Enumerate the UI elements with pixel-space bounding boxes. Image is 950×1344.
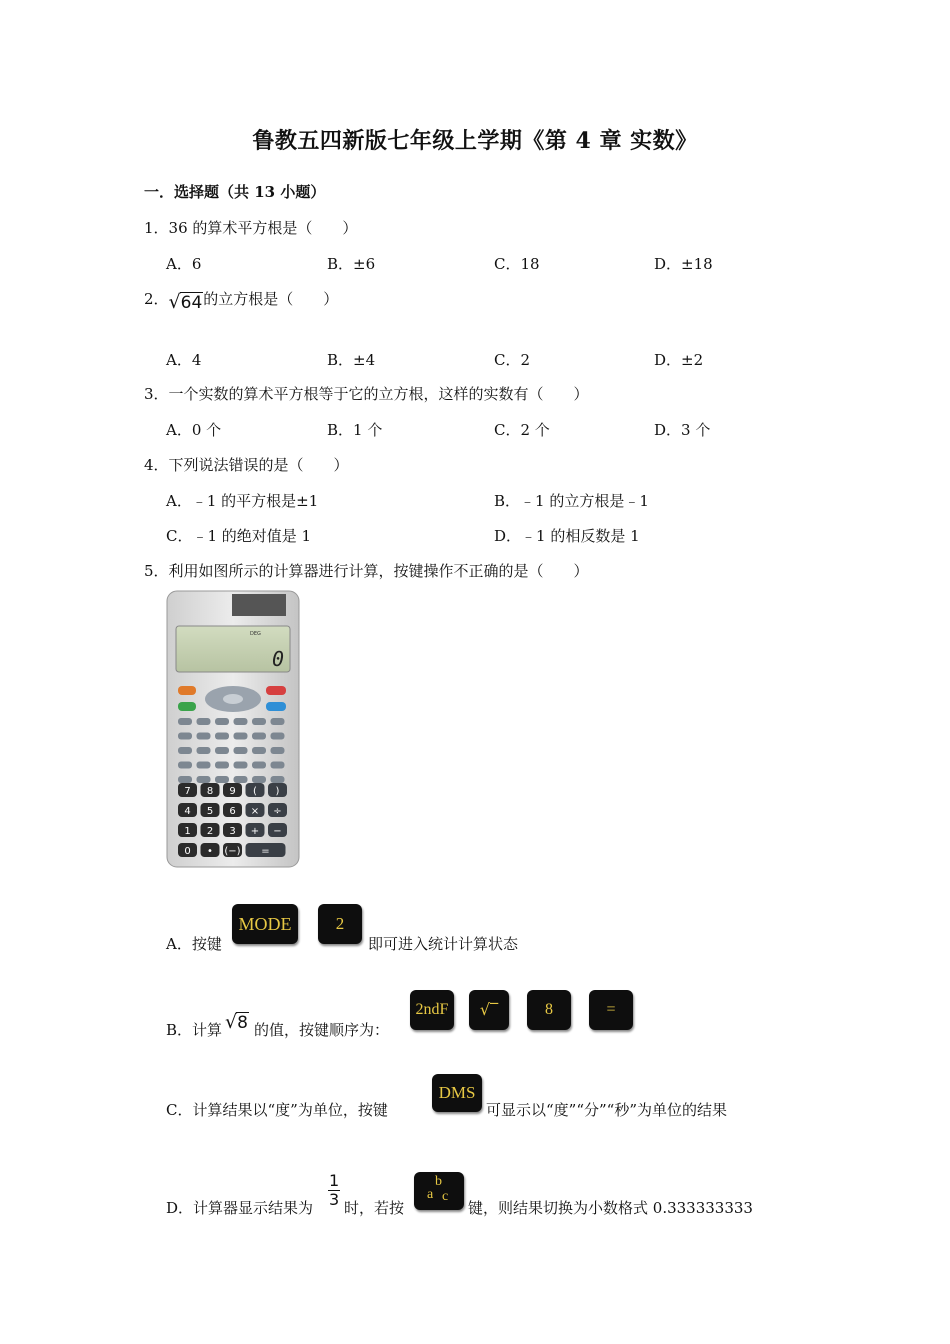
q4-option-b: B．﹣1 的立方根是﹣1 bbox=[494, 492, 649, 510]
calculator-key bbox=[223, 783, 242, 797]
q5-c-suffix: 可显示以“度”“分”“秒”为单位的结果 bbox=[486, 1101, 728, 1119]
calculator-key bbox=[246, 783, 265, 797]
fraction-key-c: c bbox=[442, 1189, 449, 1204]
calculator-key-label: 7 bbox=[184, 786, 191, 797]
question-2-number: 2． bbox=[144, 290, 169, 308]
page-title: 鲁教五四新版七年级上学期《第 4 章 实数》 bbox=[252, 128, 698, 154]
calculator-key bbox=[246, 823, 265, 837]
q4-option-a: A．﹣1 的平方根是±1 bbox=[166, 492, 319, 510]
calculator-key-label: 0 bbox=[184, 846, 191, 857]
dms-key-image: DMS bbox=[432, 1074, 482, 1112]
calculator-key bbox=[223, 823, 242, 837]
calculator-key-label: 3 bbox=[229, 826, 236, 837]
q3-option-c: C．2 个 bbox=[494, 421, 550, 439]
function-key bbox=[215, 733, 229, 740]
calculator-key bbox=[178, 823, 197, 837]
q2-option-d: D．±2 bbox=[654, 351, 704, 369]
fraction-key-a: a bbox=[427, 1187, 434, 1202]
question-1-stem: 1．36 的算术平方根是（ ） bbox=[144, 219, 358, 237]
q5-a-suffix: 即可进入统计计算状态 bbox=[368, 935, 519, 953]
q3-option-a: A．0 个 bbox=[166, 421, 222, 439]
2ndf-key-image: 2ndF bbox=[410, 990, 454, 1030]
calculator-key-label: 5 bbox=[206, 806, 214, 817]
function-key bbox=[215, 747, 229, 754]
calculator-key bbox=[201, 783, 220, 797]
fraction-numerator: 1 bbox=[329, 1171, 340, 1190]
q3-option-d: D．3 个 bbox=[654, 421, 711, 439]
function-key bbox=[252, 762, 266, 769]
q3-option-b: B．1 个 bbox=[327, 421, 383, 439]
function-key bbox=[271, 776, 285, 783]
function-key bbox=[234, 733, 248, 740]
calculator-key bbox=[201, 843, 220, 857]
calculator-illustration bbox=[166, 590, 300, 868]
calculator-key-label: ) bbox=[275, 786, 280, 797]
radicand-64: 64 bbox=[180, 293, 203, 313]
function-key bbox=[271, 747, 285, 754]
calculator-image bbox=[166, 590, 300, 868]
function-key bbox=[215, 762, 229, 769]
function-key bbox=[234, 747, 248, 754]
question-3-stem: 3．一个实数的算术平方根等于它的立方根，这样的实数有（ ） bbox=[144, 385, 589, 403]
calculator-key-label: ÷ bbox=[273, 806, 282, 817]
calculator-key bbox=[268, 783, 287, 797]
q5-b-suffix: 的值，按键顺序为： bbox=[254, 1021, 390, 1039]
q5-d-suffix: 键，则结果切换为小数格式 0.333333333 bbox=[468, 1199, 753, 1217]
function-key bbox=[252, 718, 266, 725]
function-key bbox=[252, 733, 266, 740]
calculator-key bbox=[246, 803, 265, 817]
fraction-key-image bbox=[414, 1172, 464, 1210]
calculator-key-label: 4 bbox=[184, 806, 191, 817]
2ndf-button bbox=[178, 686, 196, 695]
calculator-key bbox=[201, 803, 220, 817]
function-key bbox=[215, 776, 229, 783]
calculator-key-label: 2 bbox=[206, 826, 214, 837]
solar-panel bbox=[232, 594, 286, 616]
calculator-key bbox=[268, 803, 287, 817]
calculator-key bbox=[178, 783, 197, 797]
question-2-text: 的立方根是（ ） bbox=[203, 290, 339, 308]
fraction-key-b: b bbox=[435, 1174, 442, 1189]
q2-option-b: B．±4 bbox=[327, 351, 376, 369]
equals-key-image: = bbox=[589, 990, 633, 1030]
del-button bbox=[266, 702, 286, 711]
calculator-key bbox=[246, 843, 286, 857]
function-key bbox=[234, 762, 248, 769]
calculator-key bbox=[201, 823, 220, 837]
q2-option-a: A．4 bbox=[166, 351, 202, 369]
function-key bbox=[197, 733, 211, 740]
calculator-key-label: × bbox=[250, 806, 260, 817]
q5-d-prefix: D．计算器显示结果为 bbox=[166, 1199, 314, 1217]
q4-option-c: C．﹣1 的绝对值是 1 bbox=[166, 527, 312, 545]
q1-option-b: B．±6 bbox=[327, 255, 376, 273]
calculator-key bbox=[223, 803, 242, 817]
radicand-8: 8 bbox=[237, 1013, 248, 1033]
sqrt-key-image: √‾ bbox=[469, 990, 509, 1030]
function-key bbox=[197, 718, 211, 725]
function-key bbox=[252, 747, 266, 754]
function-key bbox=[197, 747, 211, 754]
q5-c-prefix: C．计算结果以“度”为单位，按键 bbox=[166, 1101, 388, 1119]
radical-sign-icon: √ bbox=[225, 1011, 238, 1033]
calculator-key-label: 9 bbox=[229, 786, 236, 797]
mode-key-image: MODE bbox=[232, 904, 298, 944]
sqrt-64-expression bbox=[169, 291, 204, 313]
calculator-key bbox=[223, 843, 242, 857]
key-8-image: 8 bbox=[527, 990, 571, 1030]
question-5-stem: 5．利用如图所示的计算器进行计算，按键操作不正确的是（ ） bbox=[144, 562, 589, 580]
q1-option-d: D．±18 bbox=[654, 255, 713, 273]
function-key bbox=[178, 776, 192, 783]
radical-sign-icon: √ bbox=[168, 291, 181, 313]
calculator-key-label: 6 bbox=[229, 806, 236, 817]
question-2-stem bbox=[144, 288, 338, 313]
function-key bbox=[178, 747, 192, 754]
q5-a-prefix: A．按键 bbox=[166, 935, 222, 953]
calculator-key-label: − bbox=[273, 826, 282, 837]
sqrt-8-expression bbox=[225, 1011, 249, 1033]
calculator-key-label: 1 bbox=[184, 826, 191, 837]
function-key bbox=[178, 762, 192, 769]
calculator-key-label: (−) bbox=[224, 846, 241, 857]
function-key bbox=[197, 776, 211, 783]
calculator-key-label: 8 bbox=[206, 786, 214, 797]
q5-b-prefix: B．计算 bbox=[166, 1021, 223, 1039]
mode-button bbox=[178, 702, 196, 711]
function-key bbox=[234, 776, 248, 783]
function-key bbox=[178, 733, 192, 740]
display-indicator: DEG bbox=[250, 631, 261, 637]
q4-option-d: D．﹣1 的相反数是 1 bbox=[494, 527, 640, 545]
display-value: 0 bbox=[272, 647, 285, 671]
function-key bbox=[215, 718, 229, 725]
calculator-key-label: + bbox=[250, 826, 260, 837]
q5-d-mid: 时，若按 bbox=[344, 1199, 405, 1217]
question-4-stem: 4．下列说法错误的是（ ） bbox=[144, 456, 349, 474]
function-key bbox=[234, 718, 248, 725]
calculator-key-label: ( bbox=[253, 786, 257, 797]
key-2-image: 2 bbox=[318, 904, 362, 944]
calculator-key bbox=[178, 843, 197, 857]
q1-option-c: C．18 bbox=[494, 255, 540, 273]
calculator-key-label: = bbox=[261, 846, 270, 857]
function-key bbox=[178, 718, 192, 725]
function-key bbox=[271, 762, 285, 769]
function-key bbox=[271, 733, 285, 740]
calculator-key-label: • bbox=[207, 846, 213, 857]
fraction-denominator: 3 bbox=[329, 1190, 340, 1209]
fraction-one-third bbox=[328, 1172, 340, 1209]
function-key bbox=[252, 776, 266, 783]
on-c-button bbox=[266, 686, 286, 695]
calculator-key bbox=[268, 823, 287, 837]
q2-option-c: C．2 bbox=[494, 351, 531, 369]
function-key bbox=[271, 718, 285, 725]
q1-option-a: A．6 bbox=[166, 255, 202, 273]
function-key bbox=[197, 762, 211, 769]
calculator-key bbox=[178, 803, 197, 817]
section-heading: 一．选择题（共 13 小题） bbox=[144, 183, 326, 201]
